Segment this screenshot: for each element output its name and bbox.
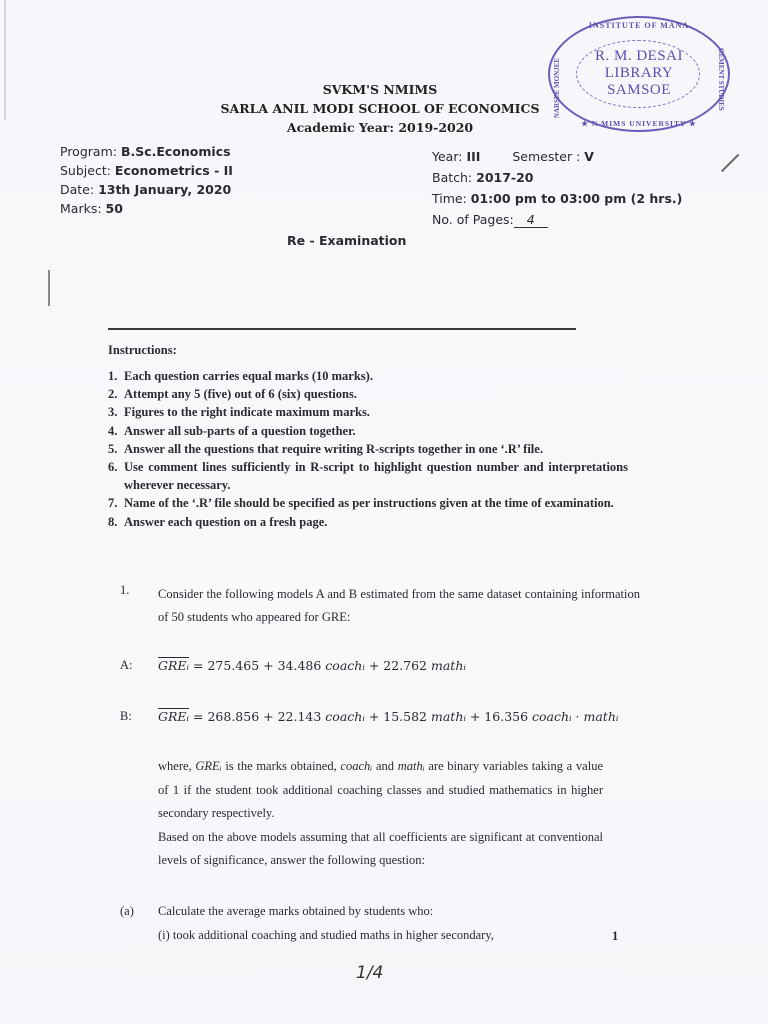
instruction-number: 7. (108, 496, 118, 511)
where-paragraph (158, 755, 603, 826)
margin-mark (48, 270, 50, 306)
page-edge-shadow (4, 0, 6, 120)
stamp-right-text: GEMENT STUDIES (717, 48, 725, 111)
var-interaction: coachᵢ · mathᵢ (532, 709, 619, 724)
instruction-text: Answer all sub-parts of a question together. (124, 423, 356, 438)
batch-value: 2017-20 (476, 170, 534, 185)
instruction-number: 3. (108, 405, 118, 420)
instruction-text: Answer each question on a fresh page. (124, 514, 328, 529)
subject-row (60, 161, 233, 180)
instruction-item (108, 385, 628, 403)
page-number-handwritten: 1/4 (356, 963, 384, 983)
pages-value-handwritten: 4 (514, 213, 548, 228)
stamp-line-2: LIBRARY (604, 65, 674, 81)
instruction-number: 8. (108, 514, 118, 529)
model-a-expression (158, 658, 466, 673)
instruction-item (108, 440, 628, 458)
semester-label: Semester : (512, 149, 585, 164)
var-coach: coachᵢ (340, 759, 373, 773)
text: and (372, 759, 398, 773)
date-label: Date: (60, 182, 99, 197)
exam-meta-right (432, 146, 682, 230)
instruction-item (108, 367, 628, 385)
instruction-number: 5. (108, 441, 118, 456)
coef-text: = 275.465 + 34.486 (189, 658, 326, 673)
academic-year: Academic Year: 2019-2020 (286, 120, 474, 135)
instructions-section (108, 342, 628, 531)
instruction-text: Name of the ‘.R’ file should be specified as per instructions given at the time of examination. (124, 496, 614, 511)
instruction-item (108, 513, 628, 531)
horizontal-divider (108, 328, 576, 330)
instruction-text: Figures to the right indicate maximum marks. (124, 405, 370, 420)
instruction-text: Attempt any 5 (five) out of 6 (six) questions. (124, 387, 357, 402)
date-row (60, 180, 233, 199)
model-a-label: A: (120, 658, 133, 672)
gre-hat: GREᵢ (158, 709, 190, 724)
model-b-expression (158, 709, 618, 724)
time-label: Time: (432, 191, 471, 206)
instructions-list (108, 367, 628, 531)
part-a-text: Calculate the average marks obtained by students who: (158, 904, 434, 918)
part-a-label: (a) (120, 904, 134, 918)
batch-row (432, 167, 682, 188)
year-label: Year: (432, 149, 467, 164)
university-name: SVKM'S NMIMS (322, 82, 438, 97)
part-a-sub-i-row (120, 924, 640, 948)
stamp-line-3: SAMSOE (607, 82, 671, 98)
instruction-text: Use comment lines sufficiently in R-script to highlight question number and interpretations wherever necessary. (124, 460, 628, 493)
instruction-item (108, 458, 628, 494)
year-value: III (466, 149, 481, 164)
instruction-number: 6. (108, 460, 118, 475)
spacer (120, 924, 158, 948)
marks-row (60, 199, 233, 218)
coef-text: + 16.356 (465, 709, 533, 724)
coef-text: + 22.762 (364, 658, 431, 673)
instruction-item (108, 422, 628, 440)
exam-meta-left (60, 142, 233, 218)
program-value: B.Sc.Economics (120, 144, 231, 159)
marks-value: 50 (105, 201, 123, 216)
part-a-sub-i-text: (i) took additional coaching and studied maths in higher secondary, (158, 927, 494, 942)
question-1-intro-row (120, 583, 640, 629)
time-value: 01:00 pm to 03:00 pm (2 hrs.) (470, 191, 683, 206)
instruction-number: 2. (108, 387, 118, 402)
marks-label: Marks: (60, 201, 106, 216)
gre-hat: GREᵢ (158, 658, 190, 673)
part-a-row (120, 900, 640, 924)
var-gre: GREᵢ (195, 759, 222, 773)
instruction-item (108, 403, 628, 421)
question-number: 1. (120, 583, 130, 597)
model-a-equation (120, 658, 640, 678)
stamp-top-text: INSTITUTE OF MANA (588, 21, 690, 30)
coef-text: + 15.582 (364, 709, 431, 724)
var-coach: coachᵢ (325, 709, 365, 724)
school-name: SARLA ANIL MODI SCHOOL OF ECONOMICS (220, 101, 540, 116)
question-intro: Consider the following models A and B estimated from the same dataset containing information of 50 students who appeared for GRE: (158, 587, 640, 624)
instructions-title: Instructions: (108, 343, 177, 357)
batch-label: Batch: (432, 170, 477, 185)
semester-value: V (584, 149, 594, 164)
instruction-text: Answer all the questions that require writing R-scripts together in one ‘.R’ file. (124, 441, 543, 456)
instruction-number: 4. (108, 423, 118, 438)
instruction-text: Each question carries equal marks (10 marks). (124, 369, 373, 383)
model-b-label: B: (120, 709, 132, 723)
pen-mark (721, 154, 739, 172)
variable-definitions (158, 755, 603, 873)
var-math: mathᵢ (430, 709, 466, 724)
based-on-paragraph: Based on the above models assuming that all coefficients are significant at conventional levels of significance, answer the following question: (158, 829, 603, 867)
text: are binary variables taking a value of 1 if the student took additional coaching classes and studied mathematics in higher secondary respectively. (158, 759, 603, 820)
stamp-bottom-text: ★ N MIMS UNIVERSITY ★ (581, 119, 697, 128)
var-coach: coachᵢ (325, 658, 365, 673)
pages-label: No. of Pages: (432, 212, 514, 227)
question-1-part-a (120, 900, 640, 947)
model-b-equation (120, 709, 680, 729)
question-1 (120, 583, 640, 629)
var-math: mathᵢ (430, 658, 466, 673)
date-value: 13th January, 2020 (98, 182, 232, 197)
instruction-item (108, 494, 628, 512)
var-math: mathᵢ (397, 759, 425, 773)
exam-type: Re - Examination (287, 233, 407, 248)
sub-i-marks: 1 (612, 929, 619, 943)
stamp-center-text (550, 48, 728, 99)
document-header (200, 80, 560, 138)
subject-value: Econometrics - II (114, 163, 233, 178)
year-semester-row (432, 146, 682, 167)
text: where, (158, 759, 196, 773)
program-row (60, 142, 233, 161)
stamp-left-text: NARSEE MONJEE (553, 58, 561, 119)
library-stamp (548, 16, 730, 132)
subject-label: Subject: (60, 163, 115, 178)
time-row (432, 188, 682, 209)
coef-text: = 268.856 + 22.143 (189, 709, 326, 724)
instruction-number: 1. (108, 369, 118, 383)
pages-row (432, 209, 682, 230)
text: is the marks obtained, (221, 759, 341, 773)
program-label: Program: (60, 144, 121, 159)
stamp-line-1: R. M. DESAI (594, 48, 683, 64)
